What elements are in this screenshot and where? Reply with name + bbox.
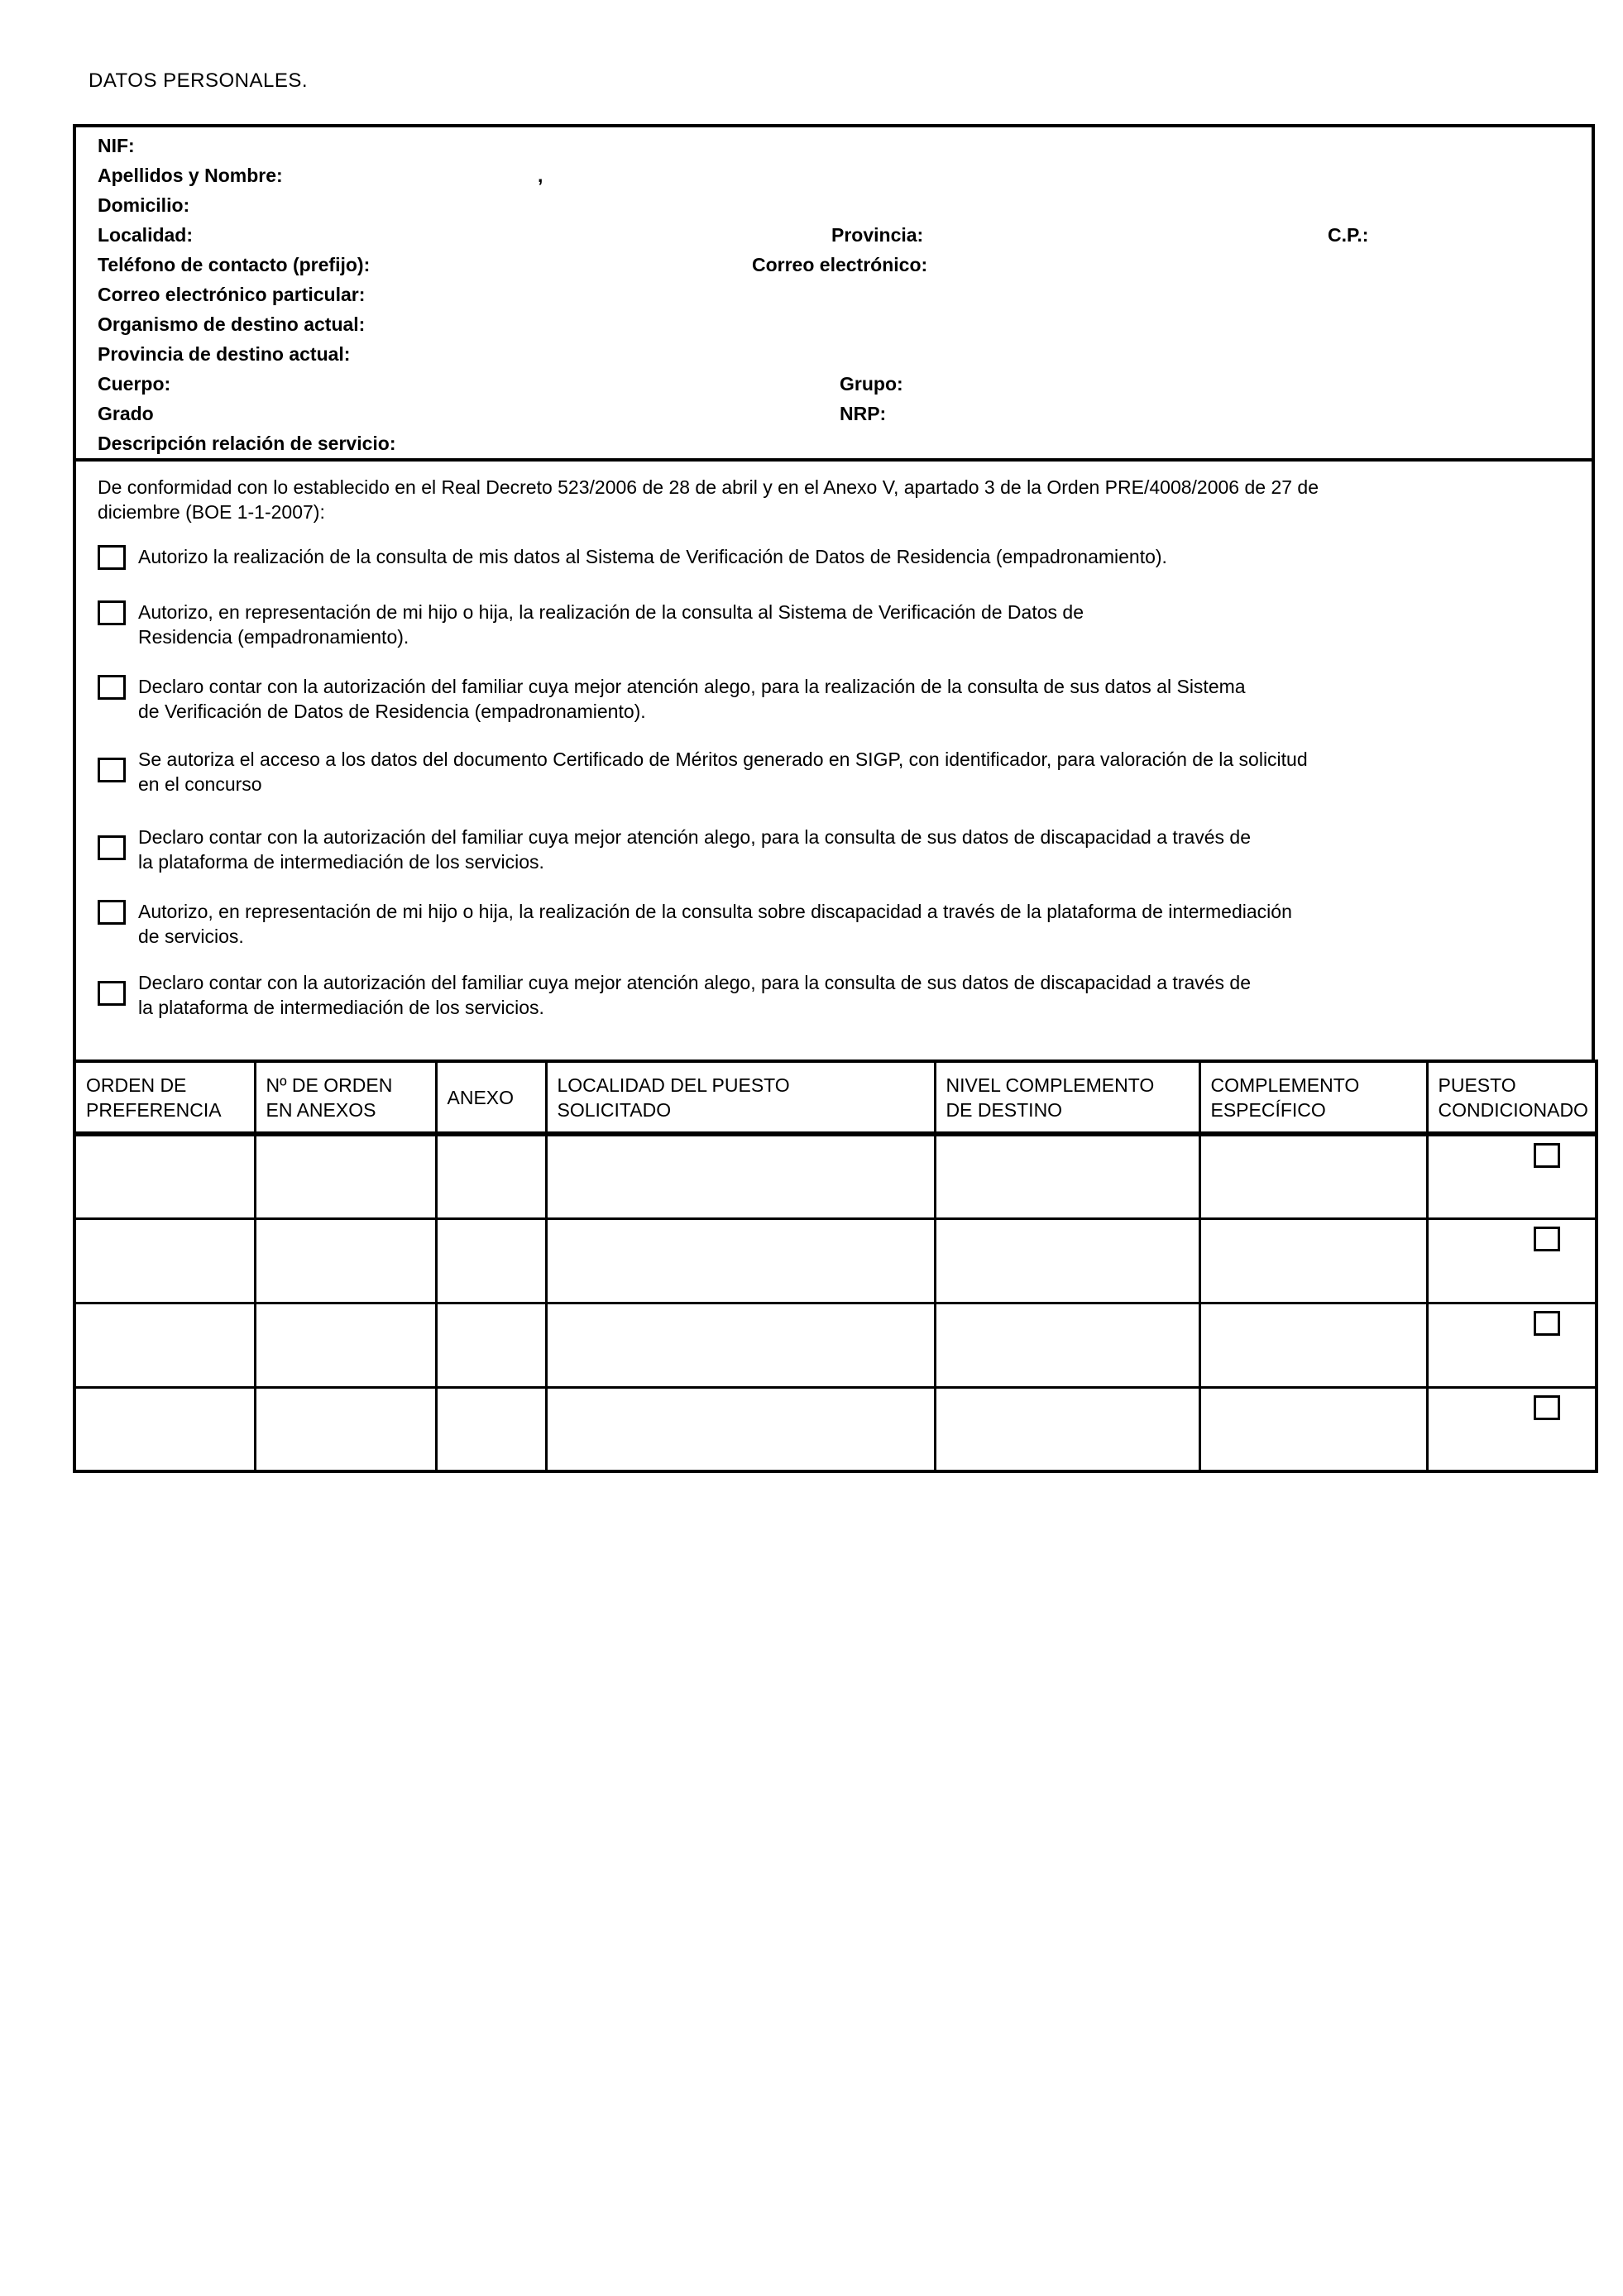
field-row-domicilio[interactable] — [76, 190, 1592, 220]
consent-text-4: Se autoriza el acceso a los datos del documento Certificado de Méritos generado en SIGP, con identificador, para valoración de la solicitud en el concurso — [138, 749, 1308, 795]
consent-text-1: Autorizo la realización de la consulta de mis datos al Sistema de Verificación de Datos de Residencia (empadronamiento). — [138, 546, 1167, 567]
cell-condicionado-4[interactable] — [1427, 1387, 1597, 1471]
table-row-4 — [74, 1387, 1597, 1471]
consent-item-1 — [98, 544, 1570, 570]
field-row-organismo[interactable] — [76, 309, 1592, 339]
cell-localidad-3[interactable] — [546, 1303, 935, 1387]
col-header-num-orden-anexos: Nº DE ORDEN EN ANEXOS — [255, 1061, 436, 1134]
domicilio-label: Domicilio: — [98, 194, 190, 216]
consent-intro-line1: De conformidad con lo establecido en el Real Decreto 523/2006 de 28 de abril y en el Anexo V, apartado 3 de la Orden PRE/4008/2006 de 27 de — [98, 476, 1319, 498]
field-row-cuerpo[interactable] — [76, 369, 1592, 399]
cell-complemento-4[interactable] — [1199, 1387, 1427, 1471]
field-row-localidad[interactable] — [76, 220, 1592, 250]
cell-num-orden-2[interactable] — [255, 1218, 436, 1303]
grado-label: Grado — [98, 403, 154, 424]
cell-complemento-3[interactable] — [1199, 1303, 1427, 1387]
col-header-localidad-puesto: LOCALIDAD DEL PUESTO SOLICITADO — [546, 1061, 935, 1134]
cell-localidad-4[interactable] — [546, 1387, 935, 1471]
cell-orden-3[interactable] — [74, 1303, 255, 1387]
cell-condicionado-1[interactable] — [1427, 1134, 1597, 1218]
consent-checkbox-1[interactable] — [98, 545, 126, 570]
cell-complemento-1[interactable] — [1199, 1134, 1427, 1218]
puesto-condicionado-checkbox-3[interactable] — [1534, 1311, 1560, 1336]
field-row-provincia-destino[interactable] — [76, 339, 1592, 369]
cell-nivel-4[interactable] — [935, 1387, 1199, 1471]
field-row-grado[interactable] — [76, 399, 1592, 428]
cell-num-orden-1[interactable] — [255, 1134, 436, 1218]
provincia-label: Provincia: — [831, 224, 924, 246]
consent-box — [73, 458, 1595, 1063]
telefono-label: Teléfono de contacto (prefijo): — [98, 254, 371, 275]
personal-data-box — [73, 124, 1595, 462]
cell-num-orden-3[interactable] — [255, 1303, 436, 1387]
col-header-orden-preferencia: ORDEN DE PREFERENCIA — [74, 1061, 255, 1134]
organismo-label: Organismo de destino actual: — [98, 313, 366, 335]
apellidos-label: Apellidos y Nombre: — [98, 165, 283, 186]
cell-condicionado-3[interactable] — [1427, 1303, 1597, 1387]
field-row-descripcion[interactable] — [76, 428, 1592, 458]
consent-checkbox-2[interactable] — [98, 600, 126, 625]
cell-nivel-1[interactable] — [935, 1134, 1199, 1218]
cell-nivel-2[interactable] — [935, 1218, 1199, 1303]
consent-checkbox-4[interactable] — [98, 758, 126, 782]
cell-anexo-1[interactable] — [436, 1134, 546, 1218]
provincia-destino-label: Provincia de destino actual: — [98, 343, 351, 365]
consent-text-2: Autorizo, en representación de mi hijo o hija, la realización de la consulta al Sistema de Verificación de Datos de Residencia (empadronamiento). — [138, 601, 1084, 648]
cell-localidad-1[interactable] — [546, 1134, 935, 1218]
correo-label: Correo electrónico: — [752, 254, 928, 275]
consent-item-6 — [98, 899, 1570, 949]
consent-text-5: Declaro contar con la autorización del familiar cuya mejor atención alego, para la consulta de sus datos de discapacidad a través de la plataforma de intermediación de los servicios. — [138, 826, 1251, 873]
cell-orden-2[interactable] — [74, 1218, 255, 1303]
consent-text-7: Declaro contar con la autorización del familiar cuya mejor atención alego, para la consulta de sus datos de discapacidad a través de la plataforma de intermediación de los servicios. — [138, 972, 1251, 1018]
table-row-2 — [74, 1218, 1597, 1303]
consent-text-6: Autorizo, en representación de mi hijo o hija, la realización de la consulta sobre discapacidad a través de la plataforma de intermediación de servicios. — [138, 901, 1292, 947]
header-row — [74, 1061, 1597, 1134]
consent-intro-line2: diciembre (BOE 1-1-2007): — [98, 501, 325, 523]
field-row-telefono[interactable] — [76, 250, 1592, 280]
cuerpo-label: Cuerpo: — [98, 373, 171, 395]
cell-orden-4[interactable] — [74, 1387, 255, 1471]
form-content — [73, 124, 1595, 1473]
col-header-complemento-especifico: COMPLEMENTO ESPECÍFICO — [1199, 1061, 1427, 1134]
puesto-condicionado-checkbox-2[interactable] — [1534, 1227, 1560, 1251]
table-row-1 — [74, 1134, 1597, 1218]
consent-item-3 — [98, 674, 1570, 724]
consent-text-3: Declaro contar con la autorización del familiar cuya mejor atención alego, para la realización de la consulta de sus datos al Sistema de Verificación de Datos de Residencia (empadronamiento). — [138, 676, 1246, 722]
consent-checkbox-3[interactable] — [98, 675, 126, 700]
consent-item-5 — [98, 825, 1570, 874]
cell-nivel-3[interactable] — [935, 1303, 1199, 1387]
puesto-condicionado-checkbox-1[interactable] — [1534, 1143, 1560, 1168]
nif-label: NIF: — [98, 135, 135, 156]
col-header-puesto-condicionado: PUESTO CONDICIONADO — [1427, 1061, 1597, 1134]
cell-orden-1[interactable] — [74, 1134, 255, 1218]
apellidos-comma: , — [538, 165, 543, 186]
consent-item-7 — [98, 970, 1570, 1020]
descripcion-label: Descripción relación de servicio: — [98, 433, 396, 454]
consent-item-2 — [98, 600, 1570, 649]
cell-condicionado-2[interactable] — [1427, 1218, 1597, 1303]
cell-localidad-2[interactable] — [546, 1218, 935, 1303]
col-header-anexo: ANEXO — [436, 1061, 546, 1134]
field-row-apellidos[interactable] — [76, 160, 1592, 190]
consent-intro — [98, 475, 1570, 524]
cell-complemento-2[interactable] — [1199, 1218, 1427, 1303]
cp-label: C.P.: — [1328, 224, 1369, 246]
consent-checkbox-6[interactable] — [98, 900, 126, 925]
consent-item-4 — [98, 747, 1570, 796]
cell-anexo-2[interactable] — [436, 1218, 546, 1303]
consent-checkbox-5[interactable] — [98, 835, 126, 860]
correo-particular-label: Correo electrónico particular: — [98, 284, 366, 305]
field-row-nif[interactable] — [76, 131, 1592, 160]
page-title: DATOS PERSONALES. — [89, 69, 309, 92]
preference-table — [73, 1060, 1598, 1473]
nrp-label: NRP: — [840, 403, 887, 424]
cell-num-orden-4[interactable] — [255, 1387, 436, 1471]
cell-anexo-4[interactable] — [436, 1387, 546, 1471]
grupo-label: Grupo: — [840, 373, 903, 395]
puesto-condicionado-checkbox-4[interactable] — [1534, 1395, 1560, 1420]
table-row-3 — [74, 1303, 1597, 1387]
col-header-nivel-complemento: NIVEL COMPLEMENTO DE DESTINO — [935, 1061, 1199, 1134]
consent-checkbox-7[interactable] — [98, 981, 126, 1006]
field-row-correo-particular[interactable] — [76, 280, 1592, 309]
cell-anexo-3[interactable] — [436, 1303, 546, 1387]
localidad-label: Localidad: — [98, 224, 194, 246]
